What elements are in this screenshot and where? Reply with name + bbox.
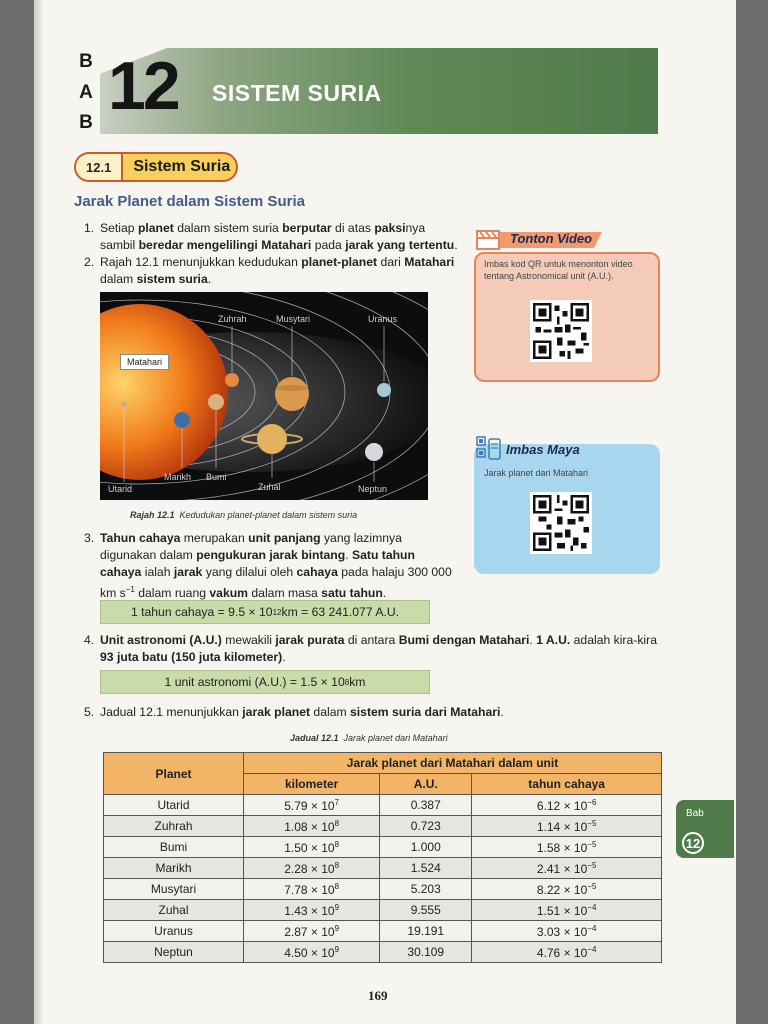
video-sidebar-title: Tonton Video: [510, 231, 593, 246]
cell-au: 19.191: [380, 921, 472, 942]
cell-planet: Zuhrah: [104, 816, 244, 837]
formula-astronomical-unit: 1 unit astronomi (A.U.) = 1.5 × 10 8 km: [100, 670, 430, 694]
cell-ly: $3.03 \times 10^{-4}$: [472, 921, 662, 942]
label-mercury: Utarid: [108, 484, 133, 494]
paragraph-4: 4. Unit astronomi (A.U.) mewakili jarak purata di antara Bumi dengan Matahari. 1 A.U. adalah kira-kira 93 juta batu (150 juta kilometer).: [84, 633, 657, 664]
label-earth: Bumi: [206, 472, 227, 482]
table-row: [104, 795, 662, 816]
cell-au: 1.524: [380, 858, 472, 879]
qr-code-video[interactable]: [530, 300, 592, 362]
chapter-vertical-label: [72, 52, 100, 132]
table-row: [104, 816, 662, 837]
paragraph-2: 2. Rajah 12.1 menunjukkan kedudukan planet-planet dari Matahari dalam sistem suria.: [84, 255, 455, 286]
paragraph-5: 5. Jadual 12.1 menunjukkan jarak planet dalam sistem suria dari Matahari.: [84, 705, 504, 719]
cell-km: $2.87 \times 10^9$: [244, 921, 380, 942]
planet-distance-table: [103, 752, 662, 963]
label-uranus: Uranus: [368, 314, 398, 324]
cell-km: $1.08 \times 10^8$: [244, 816, 380, 837]
cell-ly: $1.58 \times 10^{-5}$: [472, 837, 662, 858]
table-row: [104, 879, 662, 900]
section-title: Sistem Suria: [133, 158, 231, 175]
table-caption: Jadual 12.1 Jarak planet dari Matahari: [290, 733, 448, 743]
chapter-side-tab-number: 12: [682, 832, 704, 854]
label-venus: Zuhrah: [218, 314, 247, 324]
cell-ly: $4.76 \times 10^{-4}$: [472, 942, 662, 963]
qr-code-ar[interactable]: [530, 492, 592, 554]
cell-planet: Marikh: [104, 858, 244, 879]
item-number: 3.: [84, 531, 95, 545]
cell-ly: $1.14 \times 10^{-5}$: [472, 816, 662, 837]
chapter-number: 12: [108, 48, 178, 124]
cell-km: $2.28 \times 10^8$: [244, 858, 380, 879]
cell-km: $1.50 \times 10^8$: [244, 837, 380, 858]
cell-planet: Musytari: [104, 879, 244, 900]
cell-km: $7.78 \times 10^8$: [244, 879, 380, 900]
page-binding-shadow: [34, 0, 44, 1024]
scan-phone-icon: [476, 436, 502, 462]
item-number: 1.: [84, 221, 95, 235]
item-number: 2.: [84, 255, 95, 269]
cell-planet: Utarid: [104, 795, 244, 816]
label-saturn: Zuhal: [258, 482, 281, 492]
section-heading: [74, 152, 238, 182]
solar-system-figure: [100, 292, 428, 500]
table-header-group: Jarak planet dari Matahari dalam unit: [244, 753, 662, 774]
table-row: [104, 837, 662, 858]
item-number: 5.: [84, 705, 95, 719]
label-mars: Marikh: [164, 472, 192, 482]
paragraph-1: 1. Setiap planet dalam sistem suria berputar di atas paksinya sambil beredar mengelilingi Matahari pada jarak yang tertentu.: [84, 221, 458, 252]
chapter-label-letter: A: [79, 81, 93, 103]
table-header-ly: tahun cahaya: [472, 774, 662, 795]
cell-planet: Neptun: [104, 942, 244, 963]
ar-sidebar-text: Jarak planet dari Matahari: [484, 468, 589, 478]
chapter-side-tab-label: Bab: [686, 808, 704, 819]
table-row: [104, 942, 662, 963]
cell-ly: $8.22 \times 10^{-5}$: [472, 879, 662, 900]
chapter-title: SISTEM SURIA: [212, 80, 382, 106]
table-row: [104, 921, 662, 942]
cell-au: 5.203: [380, 879, 472, 900]
cell-km: $1.43 \times 10^9$: [244, 900, 380, 921]
cell-ly: $6.12 \times 10^{-6}$: [472, 795, 662, 816]
item-number: 4.: [84, 633, 95, 647]
chapter-label-letter: B: [79, 51, 93, 72]
cell-au: 0.723: [380, 816, 472, 837]
page-number: 169: [368, 988, 388, 1003]
cell-au: 9.555: [380, 900, 472, 921]
video-sidebar-text: Imbas kod QR untuk menonton video tentang Astronomical unit (A.U.).: [484, 259, 633, 281]
subheading: Jarak Planet dalam Sistem Suria: [74, 193, 305, 210]
table-header-au: A.U.: [380, 774, 472, 795]
cell-ly: $2.41 \times 10^{-5}$: [472, 858, 662, 879]
label-sun: Matahari: [120, 354, 169, 370]
paragraph-3: 3. Tahun cahaya merupakan unit panjang yang lazimnya digunakan dalam pengukuran jarak bintang. Satu tahun cahaya ialah jarak yang dilalui oleh cahaya pada halaju 300 000 km $s^{-1}$ dalam ruang vakum dalam masa satu tahun.: [84, 531, 452, 601]
section-number: 12.1: [76, 154, 123, 180]
figure-caption: Rajah 12.1 Kedudukan planet-planet dalam sistem suria: [130, 510, 358, 520]
cell-ly: $1.51 \times 10^{-4}$: [472, 900, 662, 921]
cell-planet: Uranus: [104, 921, 244, 942]
cell-au: 0.387: [380, 795, 472, 816]
formula-light-year: 1 tahun cahaya = 9.5 × 10 12 km = 63 241.077 A.U.: [100, 600, 430, 624]
cell-au: 30.109: [380, 942, 472, 963]
table-row: [104, 900, 662, 921]
cell-km: $4.50 \times 10^9$: [244, 942, 380, 963]
cell-au: 1.000: [380, 837, 472, 858]
label-jupiter: Musytari: [276, 314, 311, 324]
cell-planet: Bumi: [104, 837, 244, 858]
cell-planet: Zuhal: [104, 900, 244, 921]
ar-sidebar-title: Imbas Maya: [506, 442, 580, 457]
chapter-label-letter: B: [79, 112, 93, 133]
label-neptune: Neptun: [358, 484, 388, 494]
cell-km: $5.79 \times 10^7$: [244, 795, 380, 816]
table-header-planet: Planet: [104, 753, 244, 795]
table-row: [104, 858, 662, 879]
table-header-km: kilometer: [244, 774, 380, 795]
